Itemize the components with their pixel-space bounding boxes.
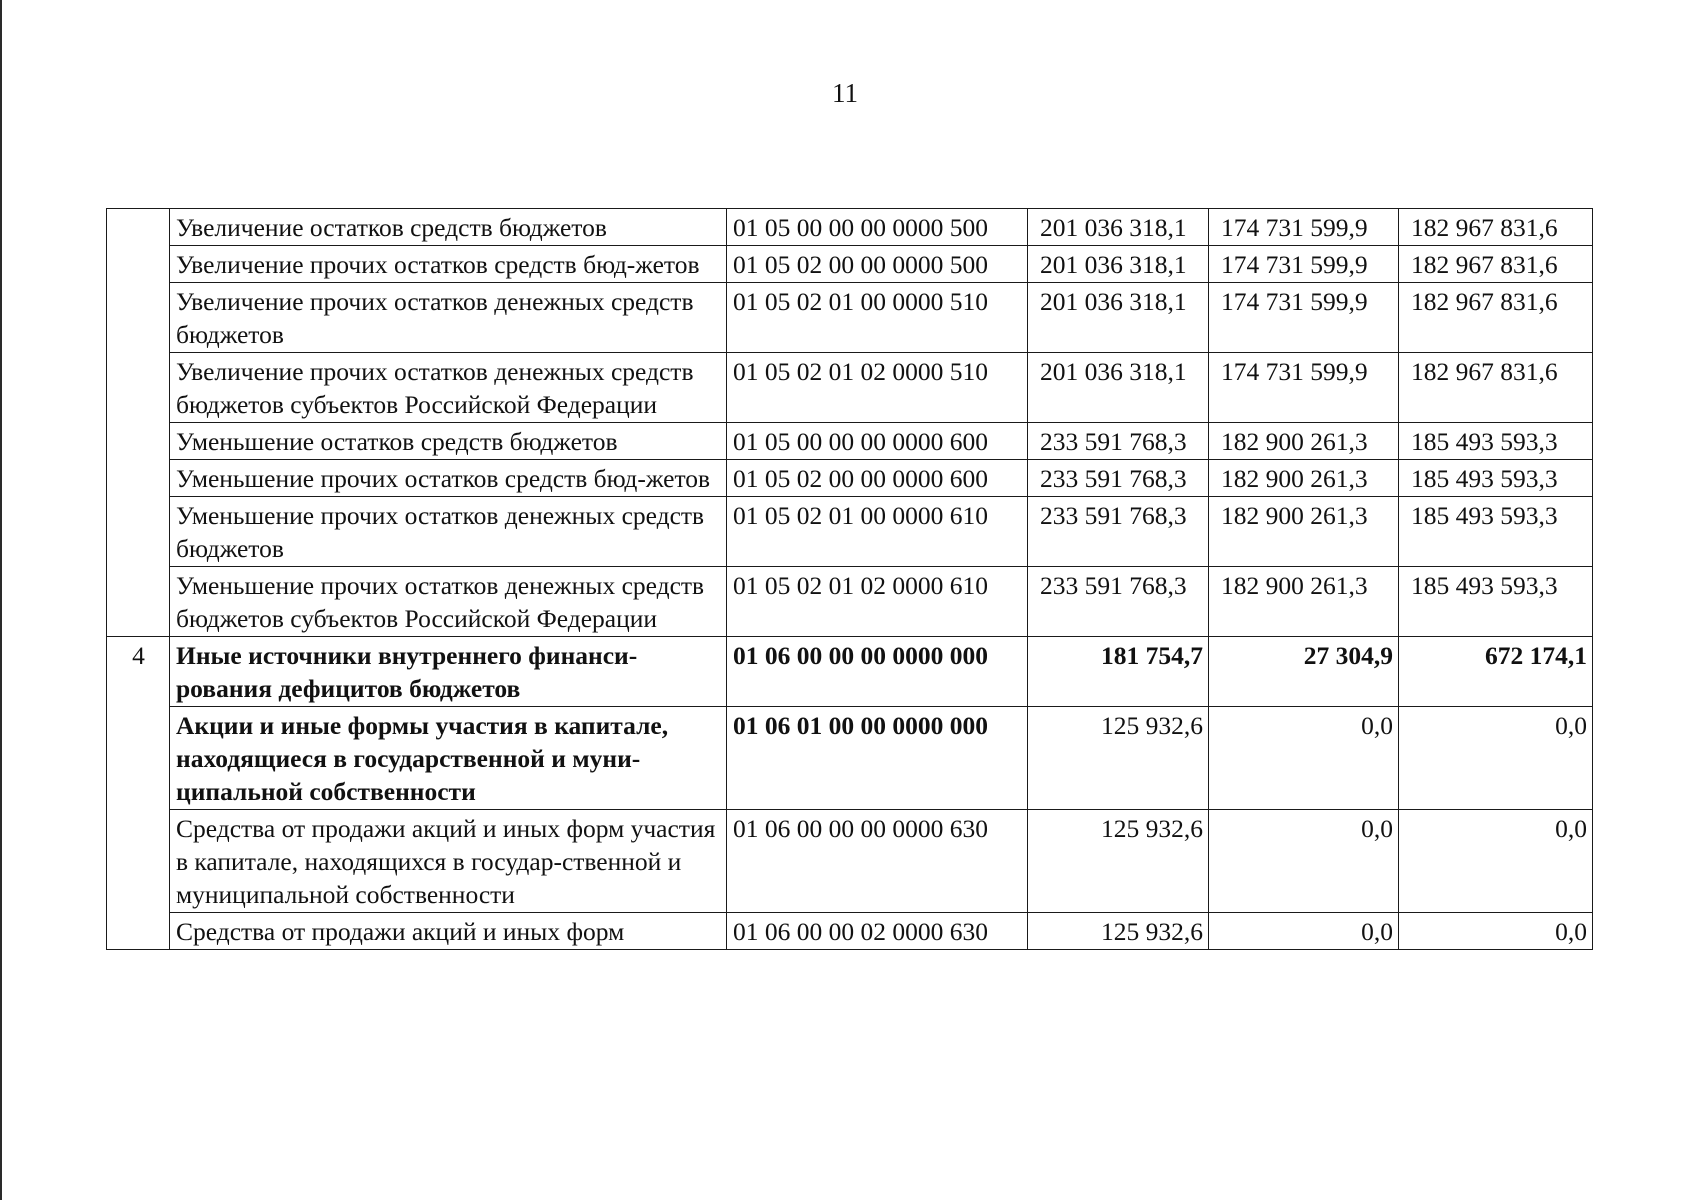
row-value-3: 0,0 — [1399, 707, 1593, 810]
row-name: Увеличение прочих остатков средств бюд-жетов — [170, 246, 727, 283]
row-value-3: 672 174,1 — [1399, 637, 1593, 707]
row-value-3: 182 967 831,6 — [1399, 283, 1593, 353]
row-number-cell — [107, 209, 170, 637]
row-name: Средства от продажи акций и иных форм — [170, 913, 727, 950]
row-value-1: 125 932,6 — [1028, 810, 1209, 913]
table-row — [107, 423, 1593, 460]
row-code: 01 06 00 00 00 0000 000 — [727, 637, 1028, 707]
table-row — [107, 707, 1593, 810]
row-value-1: 233 591 768,3 — [1028, 497, 1209, 567]
table-row — [107, 460, 1593, 497]
row-name: Иные источники внутреннего финанси-рования дефицитов бюджетов — [170, 637, 727, 707]
row-value-1: 201 036 318,1 — [1028, 353, 1209, 423]
row-value-1: 233 591 768,3 — [1028, 423, 1209, 460]
row-value-3: 185 493 593,3 — [1399, 423, 1593, 460]
row-value-1: 201 036 318,1 — [1028, 246, 1209, 283]
row-code: 01 05 02 00 00 0000 600 — [727, 460, 1028, 497]
row-value-1: 181 754,7 — [1028, 637, 1209, 707]
table-row — [107, 810, 1593, 913]
row-code: 01 05 02 01 00 0000 510 — [727, 283, 1028, 353]
row-code: 01 05 00 00 00 0000 600 — [727, 423, 1028, 460]
table-row — [107, 246, 1593, 283]
row-value-3: 185 493 593,3 — [1399, 497, 1593, 567]
row-value-3: 182 967 831,6 — [1399, 209, 1593, 246]
row-value-2: 174 731 599,9 — [1209, 353, 1399, 423]
row-code: 01 05 00 00 00 0000 500 — [727, 209, 1028, 246]
row-code: 01 06 00 00 00 0000 630 — [727, 810, 1028, 913]
row-value-1: 201 036 318,1 — [1028, 209, 1209, 246]
row-name: Уменьшение остатков средств бюджетов — [170, 423, 727, 460]
row-value-3: 0,0 — [1399, 913, 1593, 950]
row-value-1: 233 591 768,3 — [1028, 460, 1209, 497]
row-value-2: 182 900 261,3 — [1209, 460, 1399, 497]
row-code: 01 06 01 00 00 0000 000 — [727, 707, 1028, 810]
row-name: Средства от продажи акций и иных форм участия в капитале, находящихся в государ-ственной и муниципальной собственности — [170, 810, 727, 913]
row-number-cell: 4 — [107, 637, 170, 950]
table-row — [107, 567, 1593, 637]
row-value-2: 182 900 261,3 — [1209, 567, 1399, 637]
row-value-3: 185 493 593,3 — [1399, 567, 1593, 637]
row-value-2: 174 731 599,9 — [1209, 246, 1399, 283]
row-value-1: 125 932,6 — [1028, 913, 1209, 950]
row-value-1: 125 932,6 — [1028, 707, 1209, 810]
row-value-3: 185 493 593,3 — [1399, 460, 1593, 497]
table-row-section — [107, 637, 1593, 707]
row-name: Акции и иные формы участия в капитале, находящиеся в государственной и муни-ципальной собственности — [170, 707, 727, 810]
row-name: Уменьшение прочих остатков средств бюд-жетов — [170, 460, 727, 497]
row-value-2: 0,0 — [1209, 913, 1399, 950]
table-row — [107, 353, 1593, 423]
page-number: 11 — [832, 78, 858, 108]
scan-edge-line — [0, 0, 2, 1200]
row-value-2: 174 731 599,9 — [1209, 283, 1399, 353]
row-value-2: 27 304,9 — [1209, 637, 1399, 707]
row-value-2: 0,0 — [1209, 810, 1399, 913]
row-name: Увеличение прочих остатков денежных средств бюджетов субъектов Российской Федерации — [170, 353, 727, 423]
table-row — [107, 209, 1593, 246]
table-row — [107, 913, 1593, 950]
row-name: Уменьшение прочих остатков денежных средств бюджетов — [170, 497, 727, 567]
row-value-3: 182 967 831,6 — [1399, 246, 1593, 283]
row-name: Увеличение прочих остатков денежных средств бюджетов — [170, 283, 727, 353]
row-code: 01 05 02 01 02 0000 510 — [727, 353, 1028, 423]
row-value-1: 233 591 768,3 — [1028, 567, 1209, 637]
row-value-3: 182 967 831,6 — [1399, 353, 1593, 423]
row-code: 01 05 02 00 00 0000 500 — [727, 246, 1028, 283]
row-code: 01 05 02 01 02 0000 610 — [727, 567, 1028, 637]
row-value-2: 182 900 261,3 — [1209, 423, 1399, 460]
row-name: Увеличение остатков средств бюджетов — [170, 209, 727, 246]
row-code: 01 05 02 01 00 0000 610 — [727, 497, 1028, 567]
row-code: 01 06 00 00 02 0000 630 — [727, 913, 1028, 950]
row-value-1: 201 036 318,1 — [1028, 283, 1209, 353]
table-row — [107, 283, 1593, 353]
row-name: Уменьшение прочих остатков денежных средств бюджетов субъектов Российской Федерации — [170, 567, 727, 637]
row-value-2: 182 900 261,3 — [1209, 497, 1399, 567]
row-value-2: 174 731 599,9 — [1209, 209, 1399, 246]
row-value-2: 0,0 — [1209, 707, 1399, 810]
budget-sources-table — [106, 208, 1593, 950]
table-row — [107, 497, 1593, 567]
row-value-3: 0,0 — [1399, 810, 1593, 913]
